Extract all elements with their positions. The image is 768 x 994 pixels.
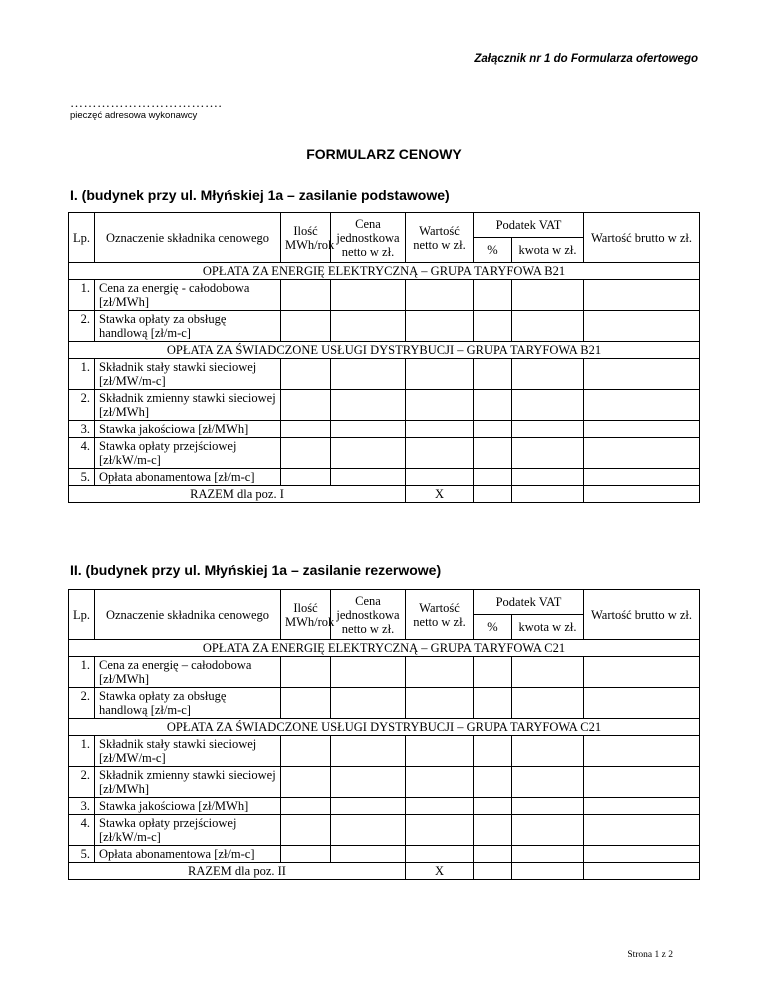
table-row (69, 798, 700, 815)
stamp-label: pieczęć adresowa wykonawcy (70, 110, 198, 121)
col-vat-header: Podatek VAT (474, 590, 584, 615)
quantity-cell[interactable] (281, 736, 331, 767)
quantity-cell[interactable] (281, 688, 331, 719)
table-row (69, 469, 700, 486)
quantity-cell[interactable] (281, 311, 331, 342)
row-component-label: Cena za energię - całodobowa [zł/MWh] (95, 280, 281, 311)
vat-percent-cell[interactable] (474, 469, 512, 486)
vat-amount-cell[interactable] (512, 688, 584, 719)
gross-value-cell[interactable] (584, 798, 700, 815)
row-component-label: Stawka opłaty za obsługę handlową [zł/m-c] (95, 311, 281, 342)
vat-percent-cell[interactable] (474, 798, 512, 815)
section-2-title: II. (budynek przy ul. Młyńskiej 1a – zasilanie rezerwowe) (70, 562, 442, 578)
row-component-label: Stawka opłaty za obsługę handlową [zł/m-c] (95, 688, 281, 719)
quantity-cell[interactable] (281, 815, 331, 846)
vat-amount-cell[interactable] (512, 311, 584, 342)
row-component-label: Składnik stały stawki sieciowej [zł/MW/m-c] (95, 359, 281, 390)
table-row (69, 421, 700, 438)
row-number: 2. (69, 767, 95, 798)
net-value-cell[interactable] (406, 421, 474, 438)
tariff-group-heading: OPŁATA ZA ŚWIADCZONE USŁUGI DYSTRYBUCJI – GRUPA TARYFOWA B21 (69, 342, 700, 359)
vat-amount-cell[interactable] (512, 359, 584, 390)
unit-price-cell[interactable] (331, 421, 406, 438)
row-number: 3. (69, 421, 95, 438)
gross-value-cell[interactable] (584, 421, 700, 438)
col-gross-value-header: Wartość brutto w zł. (584, 213, 700, 263)
total-mark: X (406, 486, 474, 503)
table-row (69, 815, 700, 846)
net-value-cell[interactable] (406, 390, 474, 421)
vat-amount-cell[interactable] (512, 469, 584, 486)
page-title: FORMULARZ CENOWY (306, 146, 462, 162)
section-1-title: I. (budynek przy ul. Młyńskiej 1a – zasilanie podstawowe) (70, 187, 450, 203)
gross-value-cell[interactable] (584, 815, 700, 846)
unit-price-cell[interactable] (331, 469, 406, 486)
row-number: 4. (69, 815, 95, 846)
vat-amount-cell[interactable] (512, 767, 584, 798)
gross-value-cell[interactable] (584, 469, 700, 486)
quantity-cell[interactable] (281, 280, 331, 311)
unit-price-cell[interactable] (331, 815, 406, 846)
col-quantity-header: Ilość MWh/rok (281, 590, 331, 640)
col-net-value-header: Wartość netto w zł. (406, 213, 474, 263)
vat-amount-cell[interactable] (512, 390, 584, 421)
table-row (69, 311, 700, 342)
unit-price-cell[interactable] (331, 657, 406, 688)
col-lp-header: Lp. (69, 590, 95, 640)
net-value-cell[interactable] (406, 469, 474, 486)
col-vat-header: Podatek VAT (474, 213, 584, 238)
net-value-cell[interactable] (406, 767, 474, 798)
total-mark: X (406, 863, 474, 880)
price-table-section-2 (68, 589, 700, 880)
vat-percent-cell[interactable] (474, 657, 512, 688)
row-component-label: Stawka jakościowa [zł/MWh] (95, 798, 281, 815)
tariff-group-heading: OPŁATA ZA ENERGIĘ ELEKTRYCZNĄ – GRUPA TARYFOWA B21 (69, 263, 700, 280)
total-label: RAZEM dla poz. II (69, 863, 406, 880)
col-vat-percent-header: % (474, 238, 512, 263)
row-number: 2. (69, 390, 95, 421)
row-number: 5. (69, 846, 95, 863)
row-number: 2. (69, 688, 95, 719)
tariff-group-heading: OPŁATA ZA ŚWIADCZONE USŁUGI DYSTRYBUCJI – GRUPA TARYFOWA C21 (69, 719, 700, 736)
row-component-label: Opłata abonamentowa [zł/m-c] (95, 469, 281, 486)
quantity-cell[interactable] (281, 359, 331, 390)
col-unit-price-header: Cena jednostkowa netto w zł. (331, 213, 406, 263)
unit-price-cell[interactable] (331, 359, 406, 390)
unit-price-cell[interactable] (331, 736, 406, 767)
row-component-label: Stawka opłaty przejściowej [zł/kW/m-c] (95, 438, 281, 469)
col-vat-amount-header: kwota w zł. (512, 615, 584, 640)
quantity-cell[interactable] (281, 390, 331, 421)
row-number: 1. (69, 280, 95, 311)
vat-percent-cell[interactable] (474, 421, 512, 438)
total-row (69, 863, 700, 880)
row-number: 1. (69, 359, 95, 390)
row-number: 2. (69, 311, 95, 342)
gross-value-cell[interactable] (584, 688, 700, 719)
total-gross-cell[interactable] (584, 486, 700, 503)
table-row (69, 736, 700, 767)
total-vat-percent-cell[interactable] (474, 863, 512, 880)
unit-price-cell[interactable] (331, 798, 406, 815)
group-row (69, 342, 700, 359)
vat-amount-cell[interactable] (512, 280, 584, 311)
quantity-cell[interactable] (281, 657, 331, 688)
table-row (69, 767, 700, 798)
price-table-section-1 (68, 212, 700, 503)
row-number: 1. (69, 657, 95, 688)
row-component-label: Składnik stały stawki sieciowej [zł/MW/m-c] (95, 736, 281, 767)
vat-amount-cell[interactable] (512, 736, 584, 767)
net-value-cell[interactable] (406, 688, 474, 719)
gross-value-cell[interactable] (584, 359, 700, 390)
row-component-label: Składnik zmienny stawki sieciowej [zł/MWh] (95, 767, 281, 798)
net-value-cell[interactable] (406, 280, 474, 311)
total-gross-cell[interactable] (584, 863, 700, 880)
total-vat-amount-cell[interactable] (512, 486, 584, 503)
attachment-note: Załącznik nr 1 do Formularza ofertowego (474, 53, 698, 65)
gross-value-cell[interactable] (584, 438, 700, 469)
net-value-cell[interactable] (406, 846, 474, 863)
col-net-value-header: Wartość netto w zł. (406, 590, 474, 640)
col-component-header: Oznaczenie składnika cenowego (95, 590, 281, 640)
gross-value-cell[interactable] (584, 280, 700, 311)
group-row (69, 719, 700, 736)
row-component-label: Cena za energię – całodobowa [zł/MWh] (95, 657, 281, 688)
vat-percent-cell[interactable] (474, 815, 512, 846)
unit-price-cell[interactable] (331, 390, 406, 421)
net-value-cell[interactable] (406, 311, 474, 342)
col-unit-price-header: Cena jednostkowa netto w zł. (331, 590, 406, 640)
total-row (69, 486, 700, 503)
gross-value-cell[interactable] (584, 311, 700, 342)
table-row (69, 657, 700, 688)
vat-amount-cell[interactable] (512, 421, 584, 438)
table-row (69, 280, 700, 311)
quantity-cell[interactable] (281, 767, 331, 798)
unit-price-cell[interactable] (331, 438, 406, 469)
row-number: 1. (69, 736, 95, 767)
col-quantity-header: Ilość MWh/rok (281, 213, 331, 263)
col-vat-percent-header: % (474, 615, 512, 640)
net-value-cell[interactable] (406, 815, 474, 846)
row-component-label: Stawka jakościowa [zł/MWh] (95, 421, 281, 438)
page-number: Strona 1 z 2 (627, 950, 673, 960)
row-number: 3. (69, 798, 95, 815)
vat-percent-cell[interactable] (474, 359, 512, 390)
vat-percent-cell[interactable] (474, 688, 512, 719)
unit-price-cell[interactable] (331, 767, 406, 798)
vat-percent-cell[interactable] (474, 846, 512, 863)
vat-percent-cell[interactable] (474, 736, 512, 767)
table-row (69, 688, 700, 719)
gross-value-cell[interactable] (584, 390, 700, 421)
table-row (69, 390, 700, 421)
vat-percent-cell[interactable] (474, 280, 512, 311)
total-vat-amount-cell[interactable] (512, 863, 584, 880)
vat-percent-cell[interactable] (474, 438, 512, 469)
total-label: RAZEM dla poz. I (69, 486, 406, 503)
vat-amount-cell[interactable] (512, 815, 584, 846)
gross-value-cell[interactable] (584, 657, 700, 688)
gross-value-cell[interactable] (584, 736, 700, 767)
vat-amount-cell[interactable] (512, 798, 584, 815)
row-component-label: Opłata abonamentowa [zł/m-c] (95, 846, 281, 863)
vat-amount-cell[interactable] (512, 846, 584, 863)
unit-price-cell[interactable] (331, 688, 406, 719)
table-row (69, 438, 700, 469)
col-lp-header: Lp. (69, 213, 95, 263)
vat-percent-cell[interactable] (474, 767, 512, 798)
stamp-dots: ……………………………. (70, 95, 223, 110)
vat-percent-cell[interactable] (474, 390, 512, 421)
gross-value-cell[interactable] (584, 767, 700, 798)
quantity-cell[interactable] (281, 438, 331, 469)
unit-price-cell[interactable] (331, 311, 406, 342)
unit-price-cell[interactable] (331, 280, 406, 311)
total-vat-percent-cell[interactable] (474, 486, 512, 503)
row-number: 4. (69, 438, 95, 469)
net-value-cell[interactable] (406, 359, 474, 390)
quantity-cell[interactable] (281, 421, 331, 438)
row-component-label: Składnik zmienny stawki sieciowej [zł/MWh] (95, 390, 281, 421)
net-value-cell[interactable] (406, 657, 474, 688)
group-row (69, 640, 700, 657)
gross-value-cell[interactable] (584, 846, 700, 863)
table-row (69, 359, 700, 390)
table-row (69, 846, 700, 863)
vat-amount-cell[interactable] (512, 438, 584, 469)
net-value-cell[interactable] (406, 438, 474, 469)
vat-percent-cell[interactable] (474, 311, 512, 342)
quantity-cell[interactable] (281, 798, 331, 815)
net-value-cell[interactable] (406, 736, 474, 767)
quantity-cell[interactable] (281, 846, 331, 863)
quantity-cell[interactable] (281, 469, 331, 486)
unit-price-cell[interactable] (331, 846, 406, 863)
col-vat-amount-header: kwota w zł. (512, 238, 584, 263)
tariff-group-heading: OPŁATA ZA ENERGIĘ ELEKTRYCZNĄ – GRUPA TARYFOWA C21 (69, 640, 700, 657)
col-gross-value-header: Wartość brutto w zł. (584, 590, 700, 640)
col-component-header: Oznaczenie składnika cenowego (95, 213, 281, 263)
group-row (69, 263, 700, 280)
row-component-label: Stawka opłaty przejściowej [zł/kW/m-c] (95, 815, 281, 846)
net-value-cell[interactable] (406, 798, 474, 815)
vat-amount-cell[interactable] (512, 657, 584, 688)
row-number: 5. (69, 469, 95, 486)
